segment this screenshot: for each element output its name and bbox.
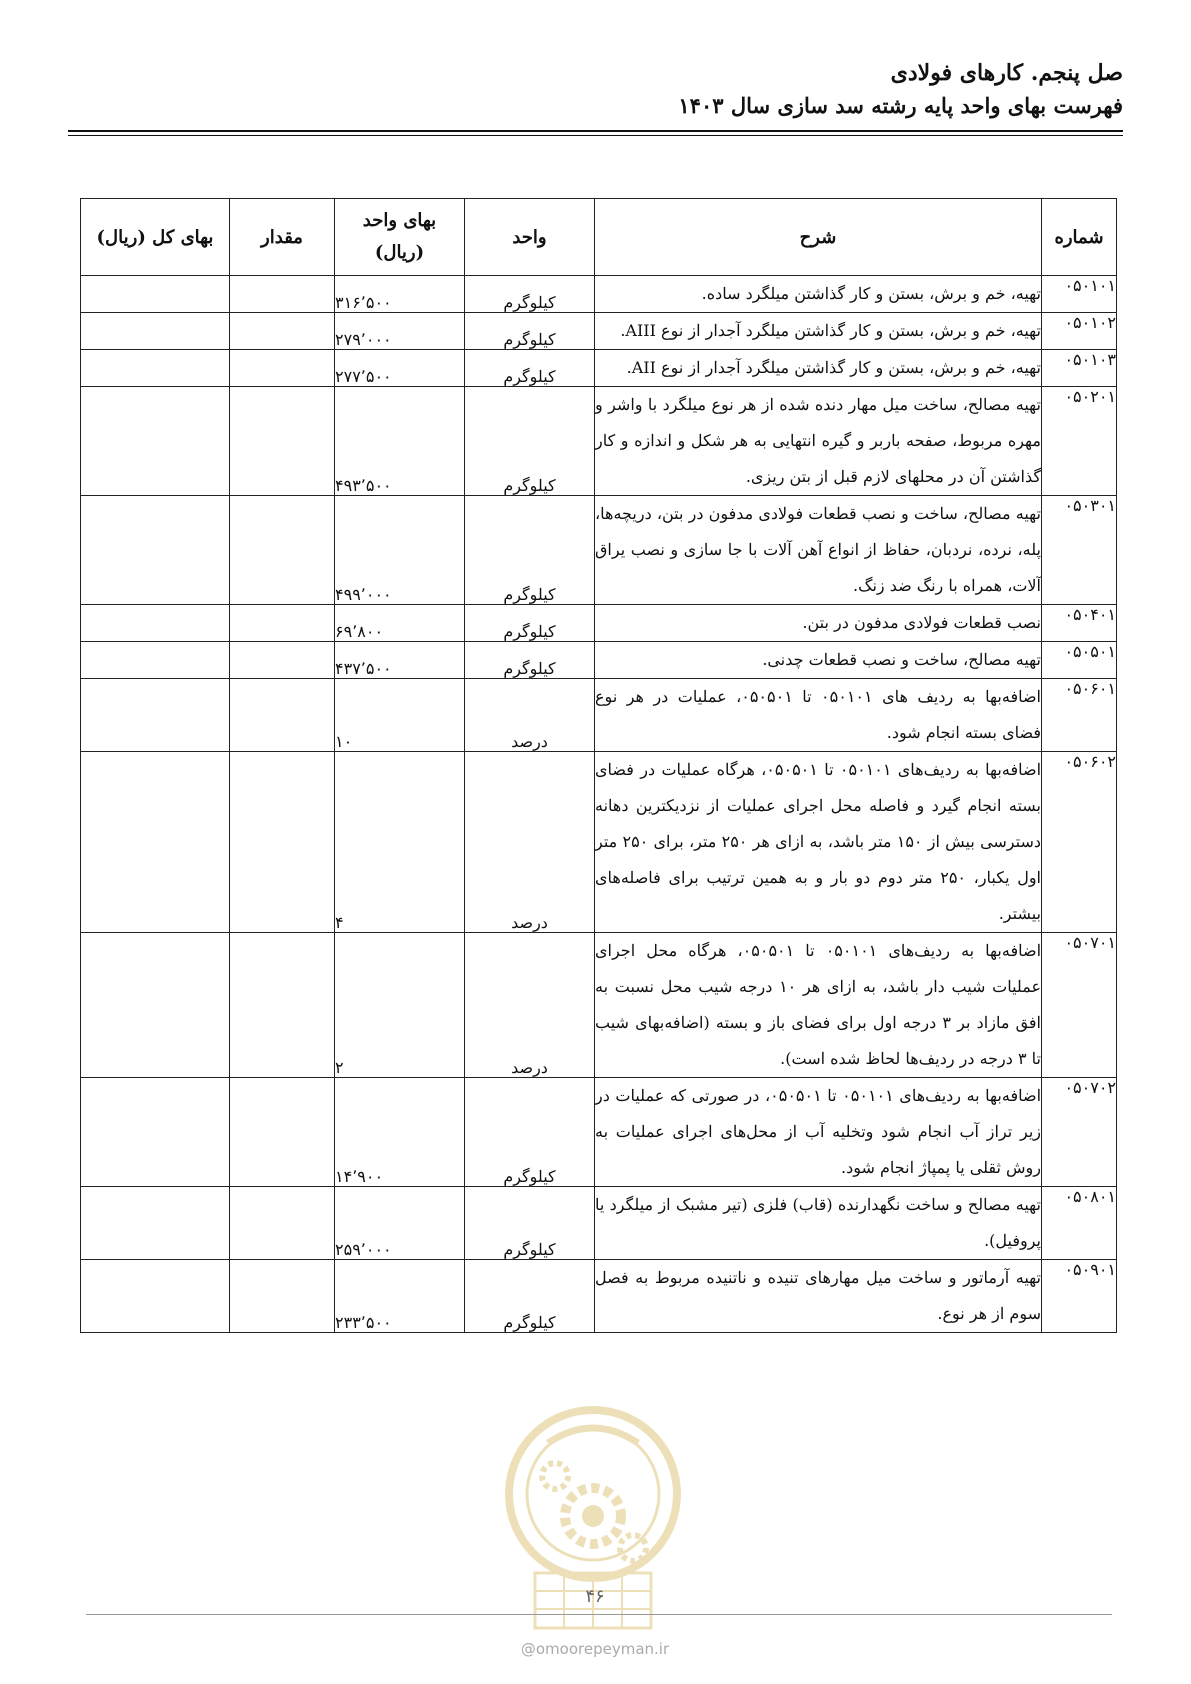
row-unit-price: ۱۰ <box>335 679 465 752</box>
row-unit-price: ۴۹۳٬۵۰۰ <box>335 387 465 496</box>
row-unit: درصد <box>465 679 595 752</box>
row-unit-price: ۲۷۹٬۰۰۰ <box>335 313 465 350</box>
row-description: تهیه مصالح، ساخت میل مهار دنده شده از هر نوع میلگرد با واشر و مهره مربوط، صفحه باربر و گیره انتهایی به هر شکل و اندازه و کار گذاشتن آن در محلهای لازم قبل از بتن ریزی. <box>595 387 1042 496</box>
row-description: تهیه مصالح و ساخت نگهدارنده (قاب) فلزی (تیر مشبک از میلگرد یا پروفیل). <box>595 1187 1042 1260</box>
row-description: تهیه، خم و برش، بستن و کار گذاشتن میلگرد ساده. <box>595 276 1042 313</box>
row-unit: کیلوگرم <box>465 642 595 679</box>
row-total <box>81 1078 230 1187</box>
table-row <box>81 387 1117 496</box>
header-total-price: بهای کل (ریال) <box>81 199 230 276</box>
table-row <box>81 1260 1117 1333</box>
price-table <box>80 198 1117 1333</box>
row-code: ۰۵۰۸۰۱ <box>1042 1187 1117 1260</box>
table-row <box>81 605 1117 642</box>
row-quantity <box>230 642 335 679</box>
row-total <box>81 1187 230 1260</box>
row-unit-price: ۶۹٬۸۰۰ <box>335 605 465 642</box>
site-watermark: @omoorepeyman.ir <box>520 1640 670 1658</box>
table-row <box>81 496 1117 605</box>
row-code: ۰۵۰۱۰۳ <box>1042 350 1117 387</box>
row-unit-price: ۴۹۹٬۰۰۰ <box>335 496 465 605</box>
row-unit: درصد <box>465 933 595 1078</box>
row-code: ۰۵۰۷۰۱ <box>1042 933 1117 1078</box>
table-row <box>81 1187 1117 1260</box>
page-number: ۴۶ <box>585 1586 605 1607</box>
row-total <box>81 276 230 313</box>
row-total <box>81 313 230 350</box>
row-quantity <box>230 1260 335 1333</box>
row-description: اضافه‌بها به ردیف‌های ۰۵۰۱۰۱ تا ۰۵۰۵۰۱، در صورتی که عملیات در زیر تراز آب انجام شود وتخلیه آب از محل‌های اجرای عملیات به روش ثقلی یا پمپاژ انجام شود. <box>595 1078 1042 1187</box>
row-description: تهیه مصالح، ساخت و نصب قطعات چدنی. <box>595 642 1042 679</box>
row-code: ۰۵۰۷۰۲ <box>1042 1078 1117 1187</box>
table-row <box>81 350 1117 387</box>
row-description: تهیه آرماتور و ساخت میل مهارهای تنیده و ناتنیده مربوط به فصل سوم از هر نوع. <box>595 1260 1042 1333</box>
row-quantity <box>230 1078 335 1187</box>
row-unit-price: ۲۷۷٬۵۰۰ <box>335 350 465 387</box>
table-row <box>81 933 1117 1078</box>
row-unit: کیلوگرم <box>465 496 595 605</box>
row-total <box>81 752 230 933</box>
row-total <box>81 679 230 752</box>
row-unit: کیلوگرم <box>465 387 595 496</box>
row-code: ۰۵۰۱۰۱ <box>1042 276 1117 313</box>
row-total <box>81 387 230 496</box>
row-quantity <box>230 496 335 605</box>
header-unit: واحد <box>465 199 595 276</box>
row-quantity <box>230 752 335 933</box>
table-header-row <box>81 199 1117 276</box>
table-row <box>81 752 1117 933</box>
row-description: نصب قطعات فولادی مدفون در بتن. <box>595 605 1042 642</box>
row-quantity <box>230 605 335 642</box>
row-quantity <box>230 1187 335 1260</box>
row-code: ۰۵۰۱۰۲ <box>1042 313 1117 350</box>
row-description: اضافه‌بها به ردیف های ۰۵۰۱۰۱ تا ۰۵۰۵۰۱، عملیات در هر نوع فضای بسته انجام شود. <box>595 679 1042 752</box>
table-row <box>81 679 1117 752</box>
row-unit: کیلوگرم <box>465 276 595 313</box>
header-rule-thick <box>68 130 1123 132</box>
row-total <box>81 605 230 642</box>
row-unit: کیلوگرم <box>465 1187 595 1260</box>
row-unit-price: ۲۳۳٬۵۰۰ <box>335 1260 465 1333</box>
header-description: شرح <box>595 199 1042 276</box>
table-body <box>81 276 1117 1333</box>
row-quantity <box>230 679 335 752</box>
row-quantity <box>230 387 335 496</box>
header-quantity: مقدار <box>230 199 335 276</box>
header-code: شماره <box>1042 199 1117 276</box>
chapter-title: صل پنجم. کارهای فولادی <box>890 60 1123 86</box>
page-header <box>63 56 1123 122</box>
footer-rule <box>86 1614 1112 1615</box>
row-quantity <box>230 276 335 313</box>
row-total <box>81 496 230 605</box>
row-unit-price: ۳۱۶٬۵۰۰ <box>335 276 465 313</box>
row-quantity <box>230 350 335 387</box>
table-row <box>81 1078 1117 1187</box>
row-unit-price: ۲۵۹٬۰۰۰ <box>335 1187 465 1260</box>
row-description: اضافه‌بها به ردیف‌های ۰۵۰۱۰۱ تا ۰۵۰۵۰۱، هرگاه محل اجرای عملیات شیب دار باشد، به ازای هر ۱۰ درجه شیب محل نسبت به افق مازاد بر ۳ درجه اول برای فضای باز و بسته (اضافه‌بهای شیب تا ۳ درجه در ردیف‌ها لحاظ شده است). <box>595 933 1042 1078</box>
row-code: ۰۵۰۵۰۱ <box>1042 642 1117 679</box>
row-code: ۰۵۰۴۰۱ <box>1042 605 1117 642</box>
row-code: ۰۵۰۹۰۱ <box>1042 1260 1117 1333</box>
row-quantity <box>230 933 335 1078</box>
row-unit: کیلوگرم <box>465 1260 595 1333</box>
watermark-seal-icon <box>493 1398 693 1648</box>
table-row <box>81 313 1117 350</box>
row-unit: کیلوگرم <box>465 1078 595 1187</box>
table-row <box>81 276 1117 313</box>
table-row <box>81 642 1117 679</box>
row-unit: کیلوگرم <box>465 350 595 387</box>
row-total <box>81 642 230 679</box>
row-unit-price: ۲ <box>335 933 465 1078</box>
document-subtitle: فهرست بهای واحد پایه رشته سد سازی سال ۱۴۰۳ <box>678 93 1123 118</box>
row-description: اضافه‌بها به ردیف‌های ۰۵۰۱۰۱ تا ۰۵۰۵۰۱، هرگاه عملیات در فضای بسته انجام گیرد و فاصله محل اجرای عملیات از نزدیکترین دهانه دسترسی بیش از ۱۵۰ متر باشد، به ازای هر ۲۵۰ متر، برای ۲۵۰ متر اول یکبار، ۲۵۰ متر دوم دو بار و به همین ترتیب برای فاصله‌های بیشتر. <box>595 752 1042 933</box>
row-unit: کیلوگرم <box>465 605 595 642</box>
row-description: تهیه، خم و برش، بستن و کار گذاشتن میلگرد آجدار از نوع AII. <box>595 350 1042 387</box>
row-total <box>81 933 230 1078</box>
row-description: تهیه، خم و برش، بستن و کار گذاشتن میلگرد آجدار از نوع AIII. <box>595 313 1042 350</box>
row-code: ۰۵۰۲۰۱ <box>1042 387 1117 496</box>
row-unit: درصد <box>465 752 595 933</box>
row-code: ۰۵۰۶۰۱ <box>1042 679 1117 752</box>
row-code: ۰۵۰۳۰۱ <box>1042 496 1117 605</box>
row-unit-price: ۴ <box>335 752 465 933</box>
row-unit: کیلوگرم <box>465 313 595 350</box>
header-rule-thin <box>68 135 1123 136</box>
row-description: تهیه مصالح، ساخت و نصب قطعات فولادی مدفون در بتن، دریچه‌ها، پله، نرده، نردبان، حفاظ از انواع آهن آلات با جا سازی و نصب یراق آلات، همراه با رنگ ضد زنگ. <box>595 496 1042 605</box>
header-unit-price: بهای واحد (ریال) <box>335 199 465 276</box>
row-total <box>81 350 230 387</box>
row-unit-price: ۴۳۷٬۵۰۰ <box>335 642 465 679</box>
row-quantity <box>230 313 335 350</box>
row-total <box>81 1260 230 1333</box>
row-unit-price: ۱۴٬۹۰۰ <box>335 1078 465 1187</box>
row-code: ۰۵۰۶۰۲ <box>1042 752 1117 933</box>
